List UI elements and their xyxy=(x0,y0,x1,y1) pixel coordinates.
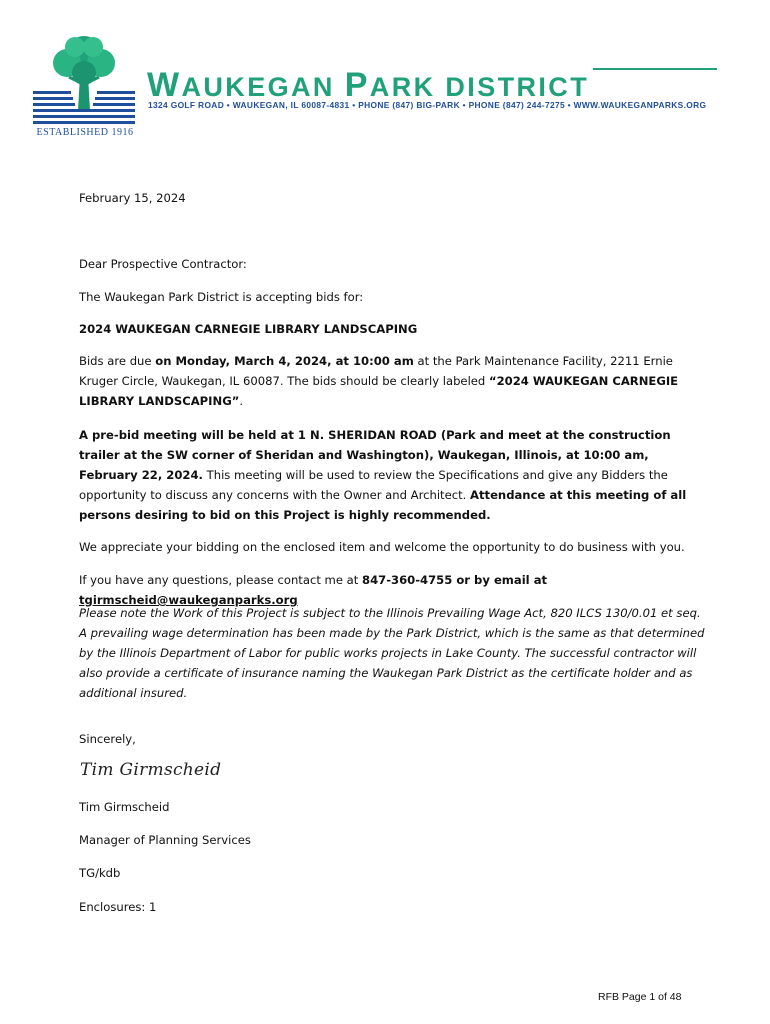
enclosures: Enclosures: 1 xyxy=(79,900,157,914)
signature: Tim Girmscheid xyxy=(80,760,222,780)
salutation: Dear Prospective Contractor: xyxy=(79,257,247,271)
appreciation-paragraph: We appreciate your bidding on the enclosed item and welcome the opportunity to do business with you. xyxy=(79,540,685,554)
intro-text: The Waukegan Park District is accepting bids for: xyxy=(79,290,364,304)
page-footer: RFB Page 1 of 48 xyxy=(598,991,682,1003)
signer-name: Tim Girmscheid xyxy=(79,800,170,814)
prevailing-wage-note: Please note the Work of this Project is subject to the Illinois Prevailing Wage Act, 820 ILCS 130/0.01 et seq. A prevailing wage determination has been made by the Park District, which is the same as that determined by the Illinois Department of Labor for public works projects in Lake County. The successful contractor will also provide a certificate of insurance naming the Waukegan Park District as the certificate holder and as additional insured. xyxy=(79,606,705,700)
contact-email-link[interactable]: tgirmscheid@waukeganparks.org xyxy=(79,593,298,607)
project-title: 2024 WAUKEGAN CARNEGIE LIBRARY LANDSCAPING xyxy=(79,322,418,336)
contact-paragraph: If you have any questions, please contact me at 847-360-4755 or by email at tgirmscheid@waukeganparks.org xyxy=(79,573,548,607)
organization-name: WAUKEGAN PARK DISTRICT xyxy=(147,66,593,105)
bids-due-paragraph: Bids are due on Monday, March 4, 2024, at 10:00 am at the Park Maintenance Facility, 2211 Ernie Kruger Circle, Waukegan, IL 60087. The bids should be clearly labeled “2024 WAUKEGAN CARNEGIE LIBRARY LANDSCAPING”. xyxy=(79,354,679,408)
closing: Sincerely, xyxy=(79,732,136,746)
letter-date: February 15, 2024 xyxy=(79,191,186,205)
initials: TG/kdb xyxy=(79,866,121,880)
organization-address: 1324 GOLF ROAD • WAUKEGAN, IL 60087-4831 • PHONE (847) BIG-PARK • PHONE (847) 244-7275 • WWW.WAUKEGANPARKS.ORG xyxy=(148,100,707,110)
prebid-paragraph: A pre-bid meeting will be held at 1 N. SHERIDAN ROAD (Park and meet at the construction trailer at the SW corner of Sheridan and Washington), Waukegan, Illinois, at 10:00 am, February 22, 2024. This meeting will be used to review the Specifications and give any Bidders the opportunity to discuss any concerns with the Owner and Architect. Attendance at this meeting of all persons desiring to bid on this Project is highly recommended. xyxy=(79,428,687,522)
established-label: ESTABLISHED 1916 xyxy=(36,127,134,138)
letterhead xyxy=(0,0,770,150)
signer-title: Manager of Planning Services xyxy=(79,833,251,847)
